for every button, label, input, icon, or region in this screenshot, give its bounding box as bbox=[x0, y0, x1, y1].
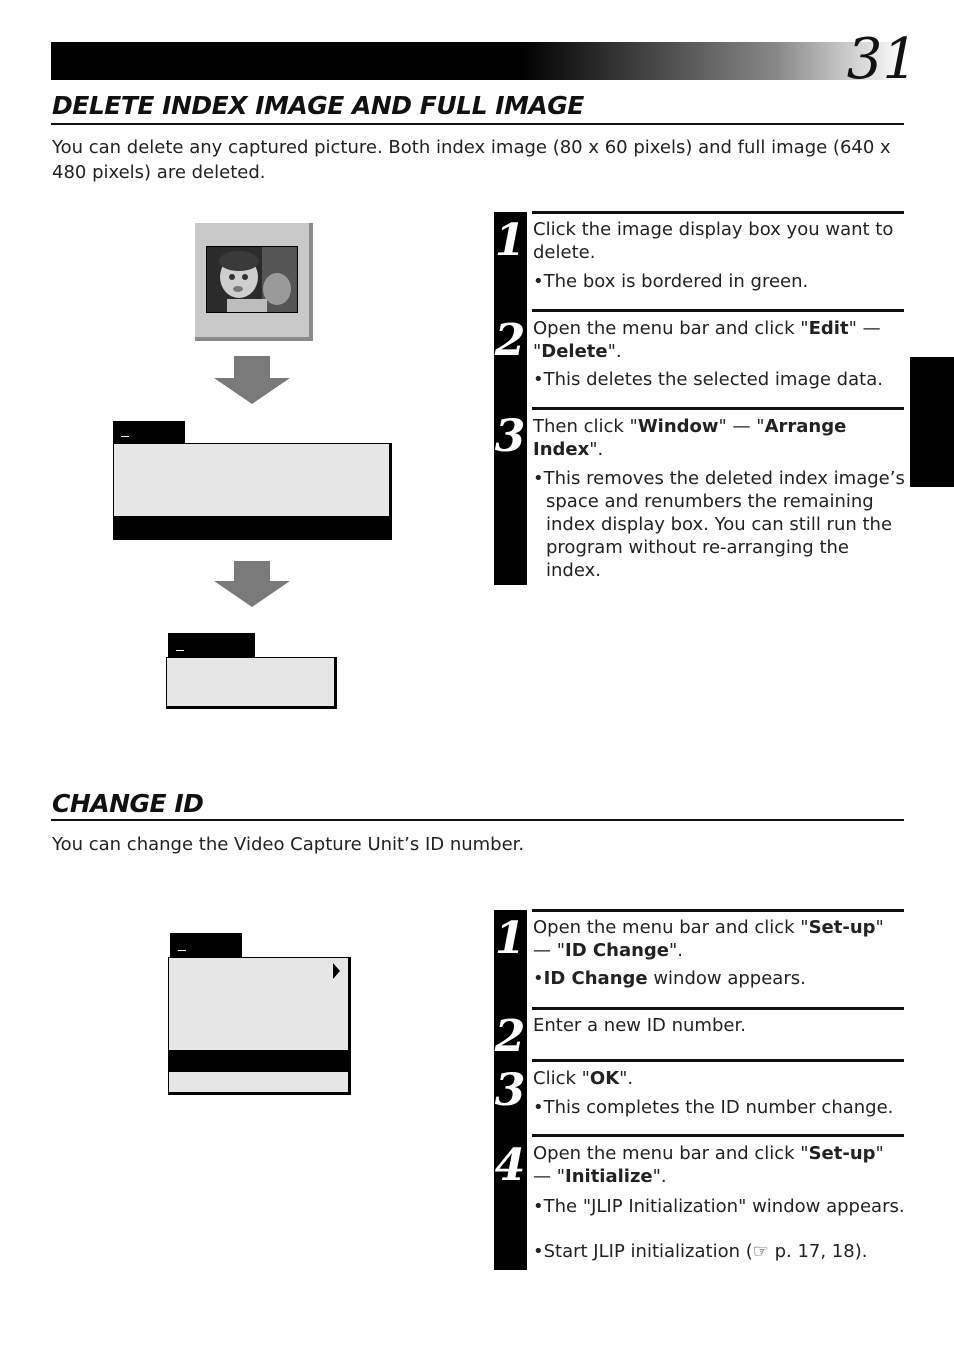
step-instruction: Open the menu bar and click "Set-up" — "Initialize". bbox=[533, 1143, 884, 1187]
step-rule bbox=[532, 1134, 904, 1137]
down-arrow-icon bbox=[234, 561, 270, 581]
step-instruction: Click "OK". bbox=[533, 1068, 634, 1089]
step-note: •The "JLIP Initialization" window appears. bbox=[533, 1196, 905, 1217]
section-title-change-id: CHANGE ID bbox=[52, 789, 204, 818]
step-instruction: Open the menu bar and click "Edit" — "Delete". bbox=[533, 318, 881, 362]
step-rule bbox=[532, 909, 904, 912]
page-number: 31 bbox=[846, 27, 918, 92]
section-rule bbox=[51, 819, 904, 821]
step-note: •This deletes the selected image data. bbox=[533, 369, 883, 390]
menu-item-delete-highlight[interactable] bbox=[114, 516, 390, 538]
step-note: •ID Change window appears. bbox=[533, 968, 806, 989]
step-note: •This completes the ID number change. bbox=[533, 1097, 894, 1118]
step-instruction: Enter a new ID number. bbox=[533, 1015, 746, 1036]
steps-bar bbox=[494, 212, 527, 585]
section-intro-change-id: You can change the Video Capture Unit’s ID number. bbox=[52, 834, 525, 855]
step-instruction: Then click "Window" — "Arrange Index". bbox=[533, 416, 847, 460]
section-rule bbox=[51, 123, 904, 125]
window-menu-panel bbox=[166, 657, 337, 709]
step-note: •The box is bordered in green. bbox=[533, 271, 809, 292]
step-number: 3 bbox=[494, 1065, 526, 1116]
step-number: 3 bbox=[494, 411, 526, 462]
step-number: 1 bbox=[494, 215, 526, 266]
menu-title-window bbox=[168, 633, 255, 657]
step-number: 1 bbox=[494, 913, 526, 964]
step-rule bbox=[532, 1007, 904, 1010]
step-rule bbox=[532, 211, 904, 214]
submenu-arrow-icon bbox=[333, 963, 340, 979]
menu-title-setup bbox=[170, 933, 242, 957]
chapter-side-tab bbox=[910, 357, 954, 487]
photo-graphic bbox=[207, 247, 297, 312]
menu-title-edit bbox=[113, 421, 185, 443]
step-instruction: Click the image display box you want to delete. bbox=[533, 219, 894, 263]
step-rule bbox=[532, 309, 904, 312]
step-number: 2 bbox=[494, 315, 526, 366]
step-rule bbox=[532, 407, 904, 410]
down-arrow-head-icon bbox=[214, 378, 290, 404]
step-note: •Start JLIP initialization (☞ p. 17, 18). bbox=[533, 1241, 868, 1262]
step-number: 4 bbox=[494, 1140, 526, 1191]
index-image-photo bbox=[206, 246, 298, 313]
down-arrow-head-icon bbox=[214, 581, 290, 607]
step-number: 2 bbox=[494, 1011, 526, 1062]
step-note: •This removes the deleted index image’s space and renumbers the remaining index display box. You can still run the program without re-arranging the index. bbox=[533, 468, 905, 581]
section-intro-delete: You can delete any captured picture. Both index image (80 x 60 pixels) and full image (640 x 480 pixels) are deleted. bbox=[52, 137, 891, 183]
step-rule bbox=[532, 1059, 904, 1062]
menu-item-id-change-highlight[interactable] bbox=[169, 1050, 348, 1072]
section-title-delete: DELETE INDEX IMAGE AND FULL IMAGE bbox=[52, 91, 584, 120]
setup-menu-panel bbox=[168, 957, 351, 1095]
down-arrow-icon bbox=[234, 356, 270, 378]
header-gradient-bar bbox=[51, 42, 904, 80]
step-instruction: Open the menu bar and click "Set-up" — "ID Change". bbox=[533, 917, 884, 961]
